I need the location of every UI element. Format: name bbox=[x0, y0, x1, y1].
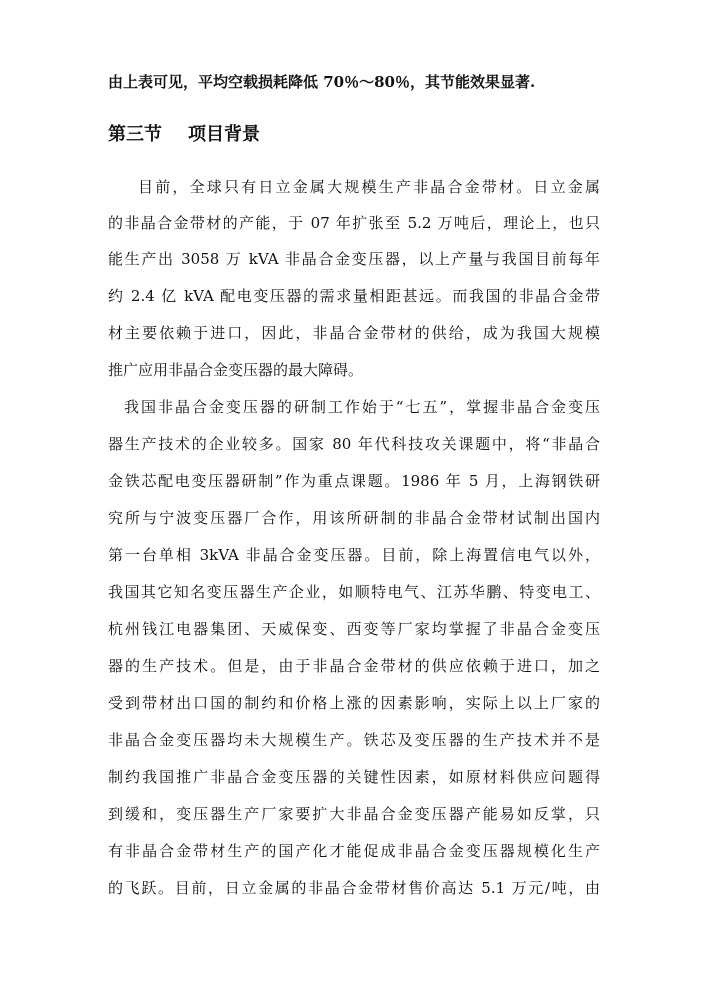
paragraph-1-line: 材主要依赖于进口，因此，非晶合金带材的供给，成为我国大规模 bbox=[108, 324, 600, 342]
paragraph-2-line: 制约我国推广非晶合金变压器的关键性因素，如原材料供应问题得 bbox=[108, 768, 600, 786]
paragraph-2-line: 我国非晶合金变压器的研制工作始于“七五”，掌握非晶合金变压 bbox=[124, 398, 600, 416]
section-heading bbox=[108, 121, 260, 149]
paragraph-2-line: 有非晶合金带材生产的国产化才能促成非晶合金变压器规模化生产 bbox=[108, 842, 600, 860]
paragraph-2-line: 受到带材出口国的制约和价格上涨的因素影响，实际上以上厂家的 bbox=[108, 694, 600, 712]
paragraph-2-line: 第一台单相 3kVA 非晶合金变压器。目前，除上海置信电气以外， bbox=[108, 546, 600, 564]
paragraph-2-line: 器生产技术的企业较多。国家 80 年代科技攻关课题中，将“非晶合 bbox=[108, 435, 600, 453]
summary-sentence: 由上表可见，平均空载损耗降低 70％～80％，其节能效果显著. bbox=[108, 73, 536, 91]
paragraph-1-line: 能生产出 3058 万 kVA 非晶合金变压器，以上产量与我国目前每年 bbox=[108, 250, 600, 268]
paragraph-2-line: 究所与宁波变压器厂合作，用该所研制的非晶合金带材试制出国内 bbox=[108, 509, 600, 527]
paragraph-2-line: 杭州钱江电器集团、天威保变、西变等厂家均掌握了非晶合金变压 bbox=[108, 620, 600, 638]
paragraph-2-line: 的飞跃。目前，日立金属的非晶合金带材售价高达 5.1 万元/吨，由 bbox=[108, 879, 600, 897]
paragraph-1-line: 目前，全球只有日立金属大规模生产非晶合金带材。日立金属 bbox=[138, 178, 600, 196]
paragraph-1-line: 约 2.4 亿 kVA 配电变压器的需求量相距甚远。而我国的非晶合金带 bbox=[108, 287, 600, 305]
paragraph-2-line: 我国其它知名变压器生产企业，如顺特电气、江苏华鹏、特变电工、 bbox=[108, 583, 600, 601]
paragraph-2-line: 到缓和，变压器生产厂家要扩大非晶合金变压器产能易如反掌，只 bbox=[108, 805, 600, 823]
paragraph-2-line: 金铁芯配电变压器研制”作为重点课题。1986 年 5 月，上海钢铁研 bbox=[108, 472, 600, 490]
paragraph-2-line: 非晶合金变压器均未大规模生产。铁芯及变压器的生产技术并不是 bbox=[108, 731, 600, 749]
section-title: 项目背景 bbox=[188, 124, 260, 145]
section-number: 第三节 bbox=[108, 124, 162, 145]
paragraph-2-line: 器的生产技术。但是，由于非晶合金带材的供应依赖于进口，加之 bbox=[108, 657, 600, 675]
paragraph-1-line: 推广应用非晶合金变压器的最大障碍。 bbox=[108, 361, 364, 379]
paragraph-1-line: 的非晶合金带材的产能，于 07 年扩张至 5.2 万吨后，理论上，也只 bbox=[108, 214, 600, 232]
